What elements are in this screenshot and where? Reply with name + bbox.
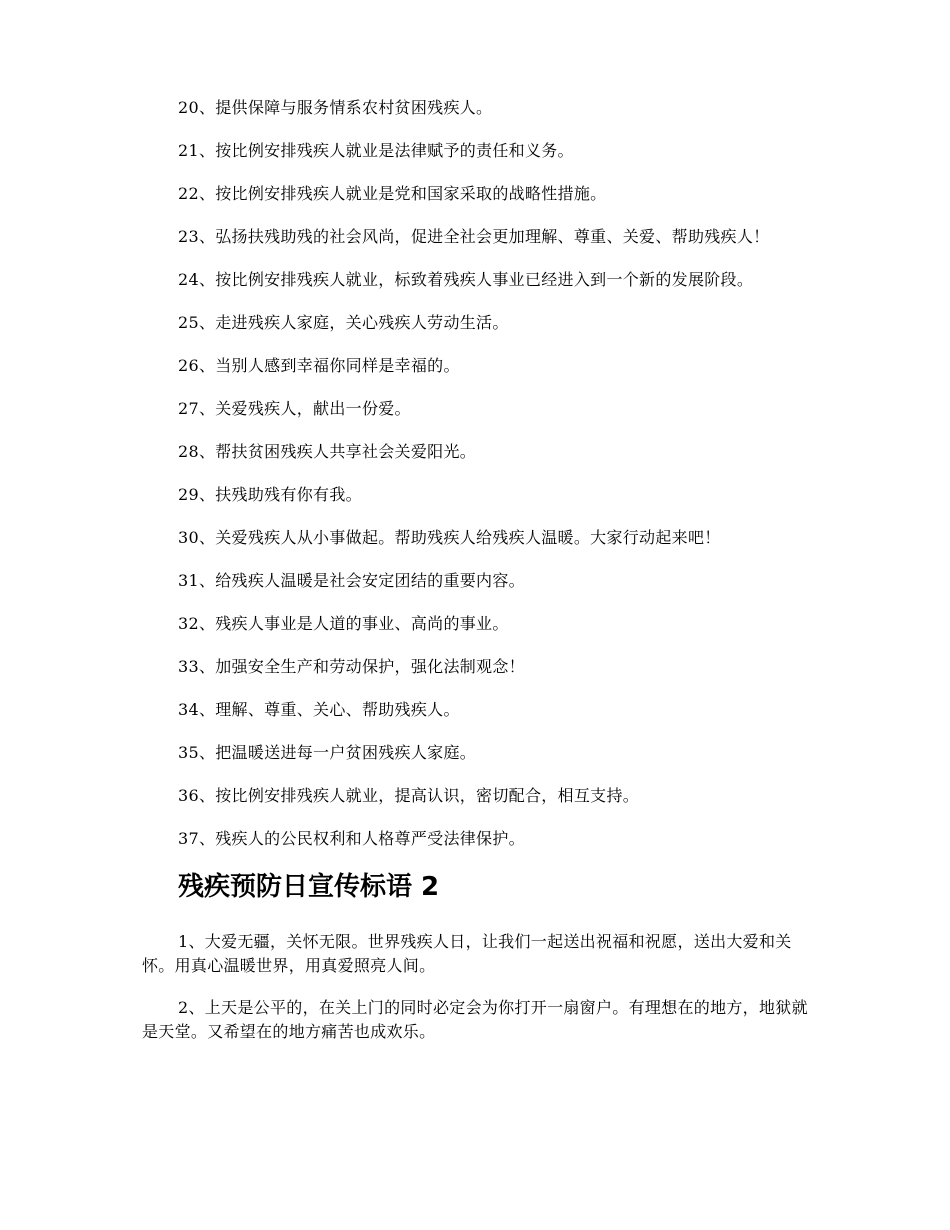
slogan-item: 30、关爱残疾人从小事做起。帮助残疾人给残疾人温暖。大家行动起来吧！ — [178, 528, 721, 547]
slogan-item: 2、上天是公平的，在关上门的同时必定会为你打开一扇窗户。有理想在的地方，地狱就是天堂。又希望在的地方痛苦也成欢乐。 — [142, 998, 808, 1041]
slogan-item: 29、扶残助残有你有我。 — [178, 485, 362, 504]
slogan-list-section-1 — [142, 96, 810, 851]
slogan-item: 23、弘扬扶残助残的社会风尚，促进全社会更加理解、尊重、关爱、帮助残疾人！ — [178, 227, 770, 246]
slogan-item: 31、给残疾人温暖是社会安定团结的重要内容。 — [178, 571, 525, 590]
document-body — [142, 96, 810, 1062]
slogan-item: 27、关爱残疾人，献出一份爱。 — [178, 399, 411, 418]
slogan-item: 34、理解、尊重、关心、帮助残疾人。 — [178, 700, 460, 719]
slogan-item: 22、按比例安排残疾人就业是党和国家采取的战略性措施。 — [178, 184, 607, 203]
slogan-item: 24、按比例安排残疾人就业，标致着残疾人事业已经进入到一个新的发展阶段。 — [178, 270, 754, 289]
slogan-item: 36、按比例安排残疾人就业，提高认识，密切配合，相互支持。 — [178, 786, 640, 805]
slogan-item: 33、加强安全生产和劳动保护，强化法制观念！ — [178, 657, 525, 676]
slogan-list-section-2 — [142, 930, 810, 1044]
slogan-item: 25、走进残疾人家庭，关心残疾人劳动生活。 — [178, 313, 509, 332]
slogan-item: 28、帮扶贫困残疾人共享社会关爱阳光。 — [178, 442, 477, 461]
slogan-item: 35、把温暖送进每一户贫困残疾人家庭。 — [178, 743, 477, 762]
section-heading: 残疾预防日宣传标语 2 — [178, 872, 440, 902]
slogan-item: 26、当别人感到幸福你同样是幸福的。 — [178, 356, 460, 375]
slogan-item: 37、残疾人的公民权利和人格尊严受法律保护。 — [178, 829, 525, 848]
slogan-item: 21、按比例安排残疾人就业是法律赋予的责任和义务。 — [178, 141, 574, 160]
slogan-item: 20、提供保障与服务情系农村贫困残疾人。 — [178, 98, 493, 117]
slogan-item: 32、残疾人事业是人道的事业、高尚的事业。 — [178, 614, 509, 633]
slogan-item: 1、大爱无疆，关怀无限。世界残疾人日，让我们一起送出祝福和祝愿，送出大爱和关怀。用真心温暖世界，用真爱照亮人间。 — [142, 932, 792, 975]
